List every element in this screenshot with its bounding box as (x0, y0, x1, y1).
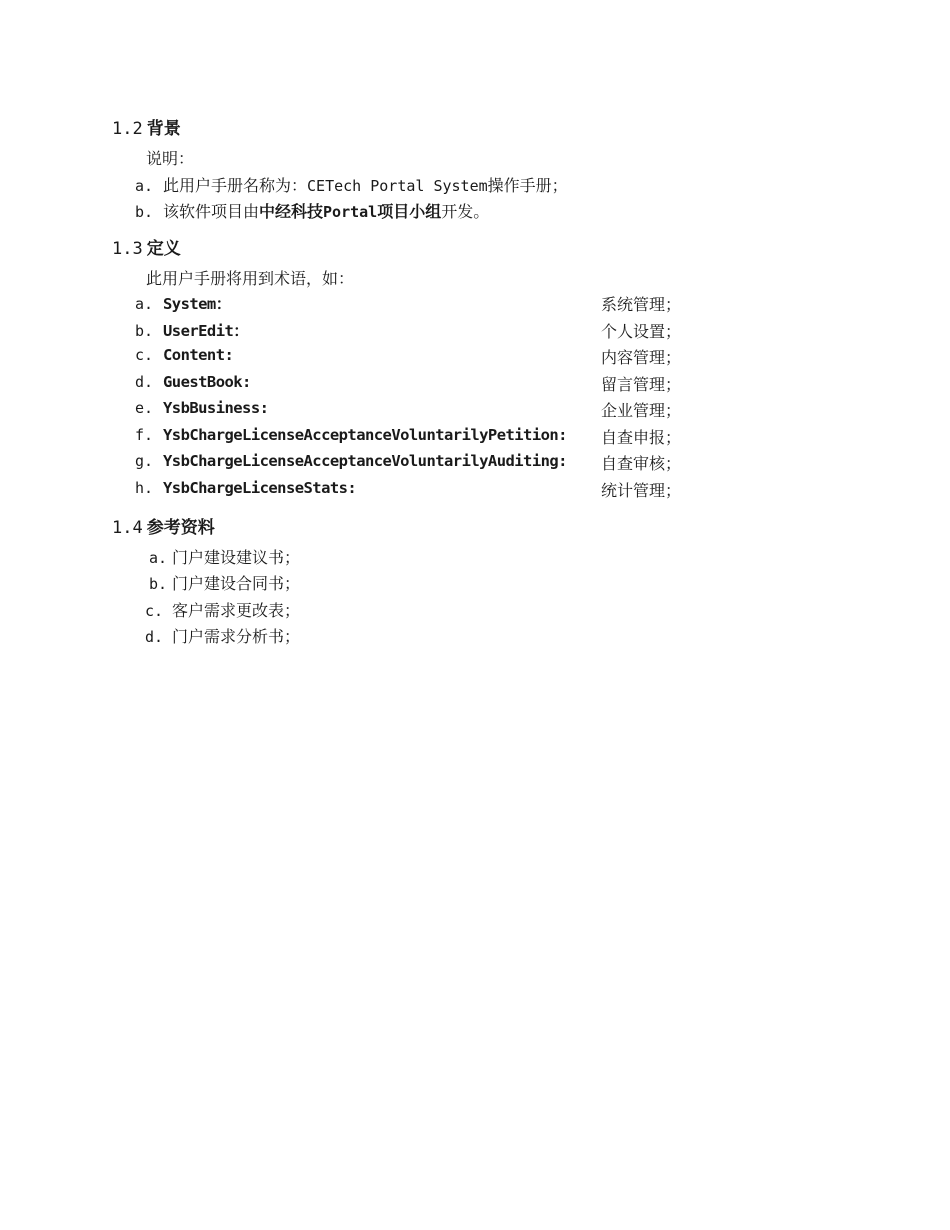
item-text-bold: 中经科技 (259, 202, 324, 221)
term-row (135, 292, 231, 314)
item-text-bold-mono: Portal (323, 203, 378, 221)
reference-text: 门户建设建议书； (172, 548, 301, 567)
list-marker: f. (135, 426, 154, 444)
list-marker: b. (149, 575, 168, 593)
list-marker: g. (135, 452, 154, 470)
term-name: YsbChargeLicenseAcceptanceVoluntarilyPetition: (163, 426, 567, 444)
item-text-suffix: 开发。 (441, 202, 490, 221)
section-number: 1.3 (112, 239, 143, 259)
list-marker: a. (135, 177, 154, 195)
term-row (135, 345, 233, 364)
term-definition: 企业管理； (601, 401, 682, 420)
list-marker: h. (135, 479, 154, 497)
list-marker: d. (135, 373, 154, 391)
term-definition: 系统管理； (601, 295, 682, 314)
list-marker: c. (135, 346, 154, 364)
term-name: YsbChargeLicenseStats: (163, 479, 357, 497)
reference-item (149, 545, 300, 568)
reference-text: 门户需求分析书； (172, 627, 301, 646)
term-row (135, 398, 268, 417)
item-text-bold2: 项目小组 (377, 202, 442, 221)
reference-item (145, 624, 300, 647)
term-name: UserEdit： (163, 322, 249, 340)
item-text-mono: CETech Portal System (307, 177, 488, 195)
section-heading-background (112, 114, 181, 139)
list-marker: b. (135, 203, 154, 221)
list-marker: d. (145, 628, 164, 646)
section-intro: 此用户手册将用到术语，如： (146, 269, 355, 288)
reference-item (145, 598, 300, 621)
item-text-prefix: 该软件项目由 (163, 202, 260, 221)
term-row (135, 425, 567, 444)
section-heading-references (112, 513, 215, 538)
list-item (135, 199, 489, 222)
item-text-prefix: 此用户手册名称为： (163, 176, 308, 195)
list-marker: c. (145, 602, 164, 620)
term-row (135, 478, 356, 497)
section-heading-definitions (112, 234, 181, 259)
section-number: 1.2 (112, 119, 143, 139)
section-intro: 说明： (146, 149, 195, 168)
list-marker: a. (149, 549, 168, 567)
term-row (135, 319, 248, 341)
term-name: GuestBook: (163, 373, 251, 391)
term-definition: 内容管理； (601, 348, 682, 367)
term-definition: 个人设置； (601, 322, 682, 341)
section-number: 1.4 (112, 518, 143, 538)
section-title: 背景 (146, 119, 181, 139)
item-text-suffix: 操作手册； (487, 176, 568, 195)
list-item (135, 173, 568, 196)
section-title: 参考资料 (146, 518, 215, 538)
list-marker: b. (135, 322, 154, 340)
term-definition: 留言管理； (601, 375, 682, 394)
list-marker: e. (135, 399, 154, 417)
section-title: 定义 (146, 239, 181, 259)
term-definition: 自查申报； (601, 428, 682, 447)
term-row (135, 451, 567, 470)
reference-text: 客户需求更改表； (172, 601, 301, 620)
term-name: YsbChargeLicenseAcceptanceVoluntarilyAuditing: (163, 452, 567, 470)
term-row (135, 372, 251, 391)
term-name: Content: (163, 346, 234, 364)
term-name: System： (163, 295, 231, 313)
reference-text: 门户建设合同书； (172, 574, 301, 593)
term-definition: 统计管理； (601, 481, 682, 500)
term-definition: 自查审核； (601, 454, 682, 473)
term-name: YsbBusiness: (163, 399, 269, 417)
list-marker: a. (135, 295, 154, 313)
reference-item (149, 571, 300, 594)
